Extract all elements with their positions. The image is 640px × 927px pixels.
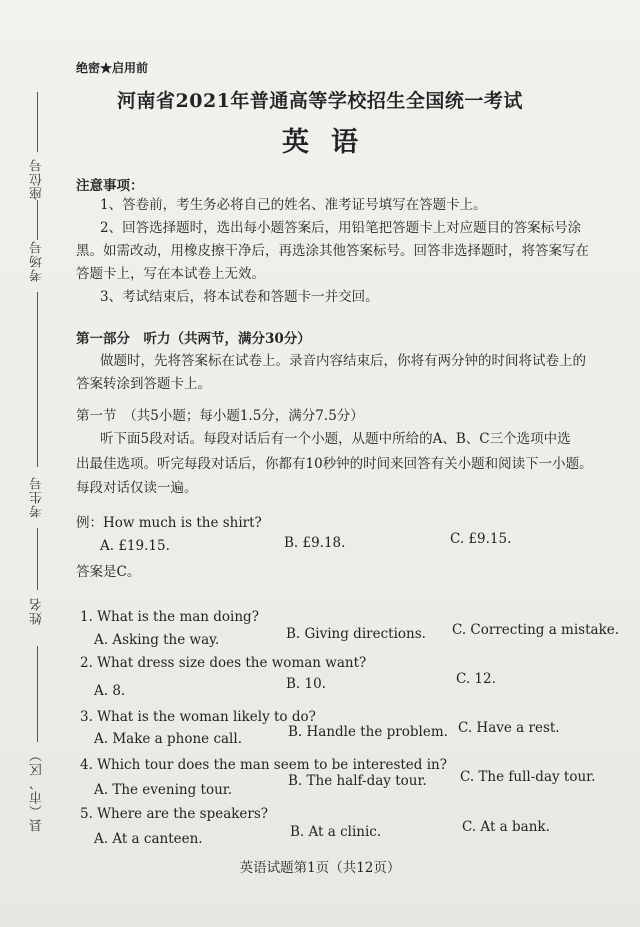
binding-line (37, 200, 38, 240)
side-seat-label: 座位号 (30, 158, 45, 200)
page-footer: 英语试题第1页（共12页） (239, 860, 401, 876)
example-answer: 答案是C。 (76, 564, 141, 580)
example-option-a: A. £19.15. (100, 538, 170, 554)
example-option-c: C. £9.15. (450, 531, 512, 547)
question-option-c: C. Correcting a mistake. (452, 622, 620, 638)
question-option-b: B. Giving directions. (286, 626, 426, 642)
question-option-c: C. Have a rest. (458, 720, 560, 736)
notice-item: 3、考试结束后，将本试卷和答题卡一并交回。 (100, 289, 379, 305)
question-option-a: A. The evening tour. (94, 782, 233, 798)
section1-heading: 第一节 （共5小题；每小题1.5分，满分7.5分） (76, 408, 364, 424)
binding-line (37, 292, 38, 467)
question-option-b: B. Handle the problem. (288, 724, 448, 740)
section1-desc: 听下面5段对话。每段对话后有一个小题，从题中所给的A、B、C三个选项中选 (100, 431, 571, 447)
question-option-a: A. Asking the way. (94, 632, 220, 648)
notice-item: 2、回答选择题时，选出每小题答案后，用铅笔把答题卡上对应题目的答案标号涂 (100, 220, 582, 236)
question-option-a: A. Make a phone call. (94, 731, 242, 747)
section1-desc: 每段对话仅读一遍。 (76, 480, 198, 496)
question-option-a: A. At a canteen. (94, 831, 203, 847)
section1-desc: 出最佳选项。听完每段对话后，你都有10秒钟的时间来回答有关小题和阅读下一小题。 (76, 456, 593, 472)
subject-title: 英语 (282, 127, 380, 158)
binding-line (37, 646, 38, 742)
exam-title: 河南省2021年普通高等学校招生全国统一考试 (117, 90, 523, 112)
side-county-label: 县（市、区） (30, 748, 45, 832)
notice-item: 答题卡上，写在本试卷上无效。 (76, 266, 265, 282)
example-option-b: B. £9.18. (284, 535, 346, 551)
part1-desc: 做题时，先将答案标在试卷上。录音内容结束后，你将有两分钟的时间将试卷上的 (100, 353, 586, 369)
question-option-b: B. The half-day tour. (288, 773, 427, 789)
question-text: 4. Which tour does the man seem to be interested in? (80, 757, 447, 773)
question-option-c: C. At a bank. (462, 819, 550, 835)
part1-heading: 第一部分 听力（共两节，满分30分） (76, 331, 311, 347)
side-student-id-label: 考生号 (30, 476, 45, 518)
question-option-a: A. 8. (94, 683, 126, 699)
question-text: 2. What dress size does the woman want? (80, 655, 367, 671)
question-option-b: B. 10. (286, 676, 326, 692)
notice-item: 1、答卷前，考生务必将自己的姓名、准考证号填写在答题卡上。 (100, 197, 487, 213)
notice-heading: 注意事项： (76, 178, 144, 194)
question-option-c: C. The full-day tour. (460, 769, 596, 785)
question-option-c: C. 12. (456, 671, 496, 687)
part1-desc: 答案转涂到答题卡上。 (76, 376, 211, 392)
binding-line (37, 528, 38, 590)
secret-mark: 绝密★启用前 (76, 61, 149, 75)
example-question: 例：How much is the shirt? (76, 515, 262, 531)
question-option-b: B. At a clinic. (290, 824, 382, 840)
side-name-label: 姓名 (30, 597, 45, 625)
question-text: 5. Where are the speakers? (80, 806, 269, 822)
question-text: 1. What is the man doing? (80, 609, 259, 625)
question-text: 3. What is the woman likely to do? (80, 709, 316, 725)
side-room-label: 考场号 (30, 240, 45, 282)
notice-item: 黑。如需改动，用橡皮擦干净后，再选涂其他答案标号。回答非选择题时，将答案写在 (76, 243, 589, 259)
